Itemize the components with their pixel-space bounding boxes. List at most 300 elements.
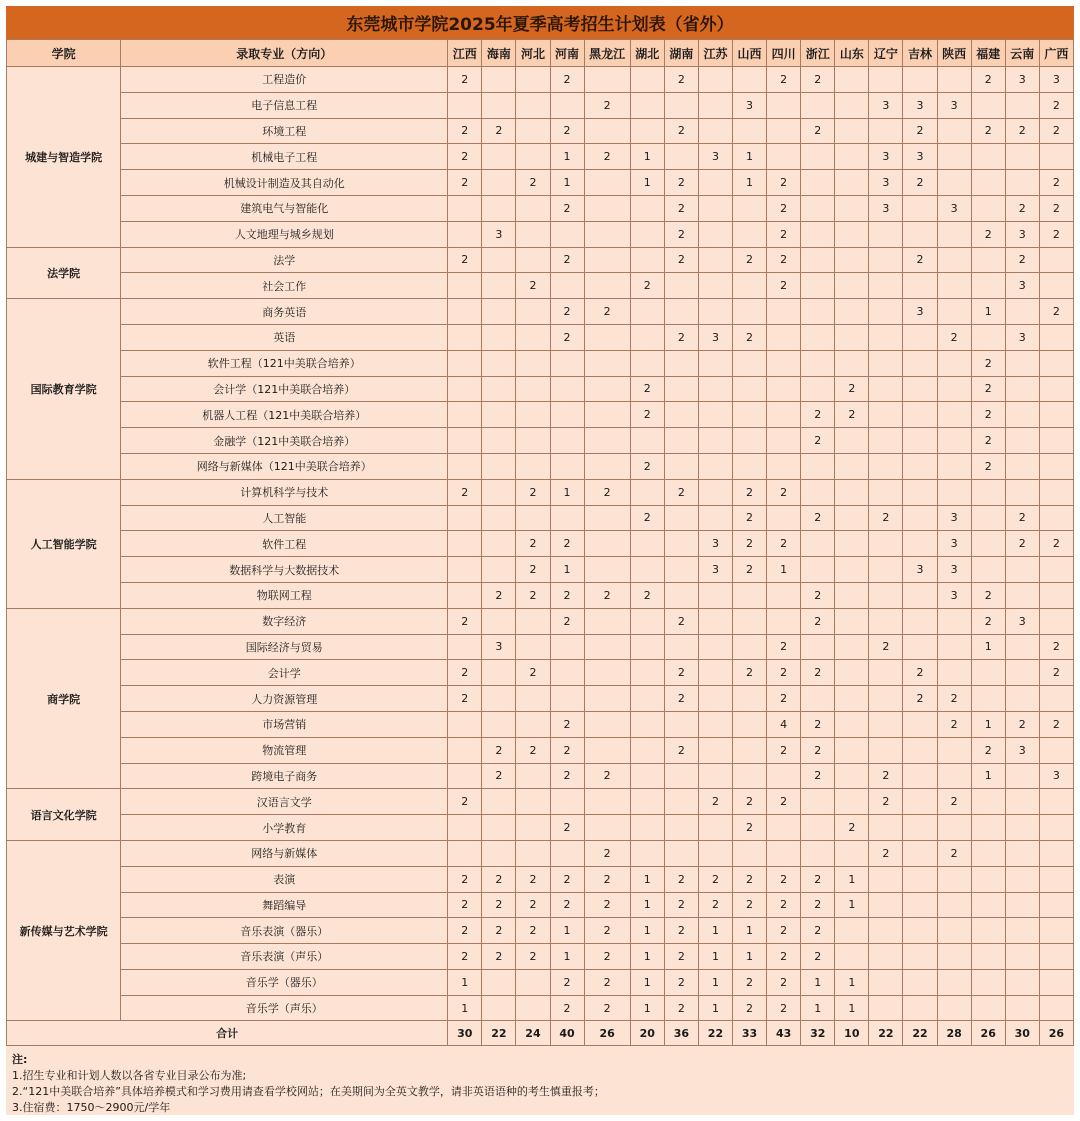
quota-cell [869,660,903,686]
quota-cell [584,711,630,737]
quota-cell: 2 [767,737,801,763]
table-row [7,737,1074,763]
quota-cell [937,918,971,944]
quota-cell: 1 [550,557,584,583]
quota-cell [937,221,971,247]
quota-cell [630,92,664,118]
table-row [7,299,1074,325]
quota-cell [1039,582,1073,608]
total-cell: 26 [971,1021,1005,1046]
major-name: 网络与新媒体 [121,840,448,866]
quota-cell [516,995,550,1021]
quota-cell: 1 [550,918,584,944]
quota-cell: 2 [584,892,630,918]
table-row [7,195,1074,221]
quota-cell [835,763,869,789]
quota-cell: 1 [971,634,1005,660]
quota-cell [698,67,732,93]
table-row [7,557,1074,583]
quota-cell: 2 [869,840,903,866]
quota-cell [698,221,732,247]
table-row [7,273,1074,299]
quota-cell [733,608,767,634]
quota-cell: 2 [664,118,698,144]
quota-cell [516,789,550,815]
total-cell: 43 [767,1021,801,1046]
quota-cell [664,402,698,428]
quota-cell: 2 [733,866,767,892]
quota-cell [630,789,664,815]
quota-cell: 2 [448,944,482,970]
quota-cell [698,402,732,428]
quota-cell: 2 [630,582,664,608]
quota-cell [903,737,937,763]
quota-cell [801,840,835,866]
major-name: 机器人工程（121中美联合培养） [121,402,448,428]
quota-cell [1039,608,1073,634]
quota-cell [482,840,516,866]
quota-cell: 2 [801,944,835,970]
quota-cell: 2 [801,608,835,634]
quota-cell: 2 [630,505,664,531]
quota-cell [584,453,630,479]
quota-cell: 2 [767,686,801,712]
quota-cell [937,479,971,505]
quota-cell: 2 [516,170,550,196]
quota-cell: 2 [733,660,767,686]
quota-cell [584,170,630,196]
quota-cell [903,711,937,737]
quota-cell [937,737,971,763]
quota-cell: 2 [1039,660,1073,686]
quota-cell [835,453,869,479]
quota-cell [448,92,482,118]
quota-cell [903,608,937,634]
quota-cell: 2 [1005,247,1039,273]
quota-cell [733,402,767,428]
quota-cell [801,531,835,557]
quota-cell [767,299,801,325]
quota-cell: 2 [550,582,584,608]
quota-cell: 2 [584,763,630,789]
admission-plan-sheet [6,6,1074,1115]
header-province: 江苏 [698,40,732,67]
quota-cell [767,376,801,402]
quota-cell [903,324,937,350]
header-province: 河北 [516,40,550,67]
quota-cell [733,582,767,608]
quota-cell [630,299,664,325]
quota-cell: 2 [869,789,903,815]
total-cell: 26 [584,1021,630,1046]
table-row [7,686,1074,712]
quota-cell [937,247,971,273]
quota-cell [584,428,630,454]
quota-cell [937,273,971,299]
quota-cell [1005,918,1039,944]
quota-cell: 1 [630,918,664,944]
quota-cell [630,531,664,557]
quota-cell: 2 [550,995,584,1021]
quota-cell [835,67,869,93]
quota-cell [937,453,971,479]
quota-cell [482,453,516,479]
quota-cell [835,299,869,325]
quota-cell [1005,170,1039,196]
quota-cell: 1 [733,144,767,170]
quota-cell [630,479,664,505]
total-cell: 20 [630,1021,664,1046]
quota-cell: 2 [448,170,482,196]
quota-cell: 1 [630,866,664,892]
quota-cell [698,350,732,376]
quota-cell [1005,763,1039,789]
quota-cell: 2 [971,376,1005,402]
table-row [7,453,1074,479]
quota-cell [482,144,516,170]
quota-cell: 2 [516,660,550,686]
major-name: 物流管理 [121,737,448,763]
quota-cell: 2 [767,866,801,892]
quota-cell [869,402,903,428]
quota-cell [482,273,516,299]
quota-cell [1005,299,1039,325]
quota-cell: 2 [664,324,698,350]
major-name: 舞蹈编导 [121,892,448,918]
header-province: 辽宁 [869,40,903,67]
quota-cell: 2 [733,789,767,815]
quota-cell [903,969,937,995]
quota-cell [698,376,732,402]
quota-cell [448,840,482,866]
quota-cell [550,660,584,686]
quota-cell [482,170,516,196]
quota-cell: 2 [630,402,664,428]
quota-cell [835,505,869,531]
quota-cell: 2 [903,170,937,196]
table-row [7,969,1074,995]
quota-cell: 2 [801,402,835,428]
quota-cell [448,815,482,841]
quota-cell [550,505,584,531]
quota-cell [698,92,732,118]
quota-cell [664,634,698,660]
major-name: 建筑电气与智能化 [121,195,448,221]
quota-cell [1039,505,1073,531]
quota-cell [869,892,903,918]
quota-cell: 2 [664,737,698,763]
quota-cell [630,840,664,866]
quota-cell: 1 [550,479,584,505]
quota-cell: 2 [1039,92,1073,118]
quota-cell [448,195,482,221]
quota-cell: 3 [869,144,903,170]
quota-cell: 2 [801,582,835,608]
quota-cell: 2 [801,866,835,892]
quota-cell: 2 [971,608,1005,634]
quota-cell: 2 [664,195,698,221]
quota-cell [1005,144,1039,170]
major-name: 数据科学与大数据技术 [121,557,448,583]
major-name: 计算机科学与技术 [121,479,448,505]
quota-cell [698,840,732,866]
quota-cell: 2 [903,660,937,686]
quota-cell: 3 [937,195,971,221]
quota-cell [971,892,1005,918]
quota-cell [801,557,835,583]
header-province: 江西 [448,40,482,67]
quota-cell [448,582,482,608]
quota-cell [767,92,801,118]
table-row [7,660,1074,686]
quota-cell: 2 [903,247,937,273]
quota-cell: 2 [767,531,801,557]
table-row [7,763,1074,789]
quota-cell [1005,376,1039,402]
header-province: 山东 [835,40,869,67]
school-name: 语言文化学院 [7,789,121,841]
quota-cell [733,763,767,789]
quota-cell [971,557,1005,583]
quota-cell: 3 [698,531,732,557]
quota-cell: 2 [664,608,698,634]
quota-cell [698,195,732,221]
quota-cell [584,815,630,841]
plan-table [6,39,1074,1046]
quota-cell [516,815,550,841]
major-name: 环境工程 [121,118,448,144]
table-row [7,815,1074,841]
quota-cell [869,944,903,970]
quota-cell [630,350,664,376]
quota-cell: 2 [1039,195,1073,221]
quota-cell: 2 [584,92,630,118]
quota-cell [835,247,869,273]
quota-cell [733,118,767,144]
quota-cell: 2 [733,892,767,918]
quota-cell: 2 [733,995,767,1021]
quota-cell: 3 [869,92,903,118]
quota-cell: 2 [550,608,584,634]
quota-cell [767,840,801,866]
quota-cell [482,479,516,505]
quota-cell [482,299,516,325]
quota-cell [937,944,971,970]
quota-cell [630,660,664,686]
total-cell: 10 [835,1021,869,1046]
major-name: 社会工作 [121,273,448,299]
header-province: 湖南 [664,40,698,67]
quota-cell: 2 [550,737,584,763]
major-name: 会计学（121中美联合培养） [121,376,448,402]
quota-cell: 4 [767,711,801,737]
quota-cell [482,92,516,118]
quota-cell [584,118,630,144]
quota-cell [835,144,869,170]
quota-cell [482,324,516,350]
quota-cell [869,118,903,144]
total-cell: 22 [903,1021,937,1046]
note-line: 3.住宿费：1750～2900元/学年 [12,1101,171,1115]
quota-cell [835,582,869,608]
quota-cell [550,428,584,454]
quota-cell [835,660,869,686]
quota-cell [698,118,732,144]
quota-cell: 1 [630,144,664,170]
major-name: 电子信息工程 [121,92,448,118]
school-name: 法学院 [7,247,121,299]
quota-cell [550,453,584,479]
quota-cell: 1 [550,170,584,196]
quota-cell [482,247,516,273]
quota-cell: 1 [550,144,584,170]
total-row [7,1021,1074,1046]
quota-cell: 1 [630,995,664,1021]
major-name: 网络与新媒体（121中美联合培养） [121,453,448,479]
quota-cell [903,582,937,608]
quota-cell [630,711,664,737]
quota-cell [835,711,869,737]
quota-cell [1039,324,1073,350]
quota-cell [630,118,664,144]
quota-cell [550,376,584,402]
quota-cell [767,608,801,634]
quota-cell [835,195,869,221]
quota-cell: 2 [482,892,516,918]
quota-cell: 2 [448,247,482,273]
quota-cell [971,324,1005,350]
quota-cell: 2 [448,866,482,892]
quota-cell [516,608,550,634]
quota-cell [1005,479,1039,505]
quota-cell [971,866,1005,892]
quota-cell: 2 [801,918,835,944]
quota-cell: 2 [516,944,550,970]
quota-cell: 2 [903,118,937,144]
quota-cell: 2 [1039,531,1073,557]
quota-cell: 2 [664,944,698,970]
major-name: 英语 [121,324,448,350]
quota-cell [801,144,835,170]
quota-cell [698,608,732,634]
quota-cell: 2 [550,866,584,892]
quota-cell [835,557,869,583]
quota-cell: 2 [550,892,584,918]
quota-cell [664,763,698,789]
quota-cell [801,170,835,196]
quota-cell [903,67,937,93]
quota-cell [448,324,482,350]
quota-cell: 2 [664,479,698,505]
quota-cell [869,376,903,402]
quota-cell [664,789,698,815]
quota-cell: 2 [767,479,801,505]
quota-cell: 2 [767,247,801,273]
quota-cell [733,350,767,376]
quota-cell: 2 [664,221,698,247]
quota-cell [733,840,767,866]
major-name: 物联网工程 [121,582,448,608]
quota-cell: 1 [630,969,664,995]
quota-cell [869,531,903,557]
quota-cell [698,763,732,789]
quota-cell: 2 [1005,531,1039,557]
quota-cell [835,686,869,712]
quota-cell [937,995,971,1021]
header-province: 河南 [550,40,584,67]
quota-cell: 1 [550,944,584,970]
table-header-row [7,40,1074,67]
quota-cell [835,737,869,763]
table-row [7,118,1074,144]
quota-cell: 2 [448,479,482,505]
quota-cell [903,350,937,376]
quota-cell [698,582,732,608]
quota-cell [664,273,698,299]
quota-cell: 2 [1005,195,1039,221]
quota-cell [801,273,835,299]
quota-cell: 2 [448,686,482,712]
quota-cell [516,763,550,789]
quota-cell: 3 [1005,737,1039,763]
table-row [7,350,1074,376]
quota-cell [869,969,903,995]
quota-cell [903,376,937,402]
school-name: 商学院 [7,608,121,789]
quota-cell [482,969,516,995]
quota-cell: 2 [664,918,698,944]
quota-cell [516,92,550,118]
quota-cell: 2 [482,866,516,892]
quota-cell [516,840,550,866]
quota-cell: 2 [1039,170,1073,196]
quota-cell: 1 [835,866,869,892]
quota-cell [482,402,516,428]
quota-cell: 2 [584,866,630,892]
quota-cell: 3 [698,144,732,170]
quota-cell [903,634,937,660]
quota-cell: 2 [550,711,584,737]
quota-cell [903,840,937,866]
quota-cell [664,505,698,531]
quota-cell [1039,892,1073,918]
quota-cell: 2 [550,299,584,325]
quota-cell [516,67,550,93]
quota-cell [767,402,801,428]
quota-cell [937,634,971,660]
quota-cell: 1 [835,969,869,995]
quota-cell [630,67,664,93]
quota-cell [869,737,903,763]
quota-cell [903,892,937,918]
quota-cell [1039,686,1073,712]
quota-cell [630,428,664,454]
quota-cell: 2 [482,763,516,789]
quota-cell [767,324,801,350]
quota-cell [1005,350,1039,376]
quota-cell [801,453,835,479]
quota-cell: 2 [767,221,801,247]
quota-cell [903,995,937,1021]
quota-cell [835,918,869,944]
quota-cell: 2 [971,453,1005,479]
major-name: 机械电子工程 [121,144,448,170]
quota-cell [971,479,1005,505]
quota-cell [971,505,1005,531]
quota-cell: 2 [448,918,482,944]
table-row [7,324,1074,350]
quota-cell [835,634,869,660]
